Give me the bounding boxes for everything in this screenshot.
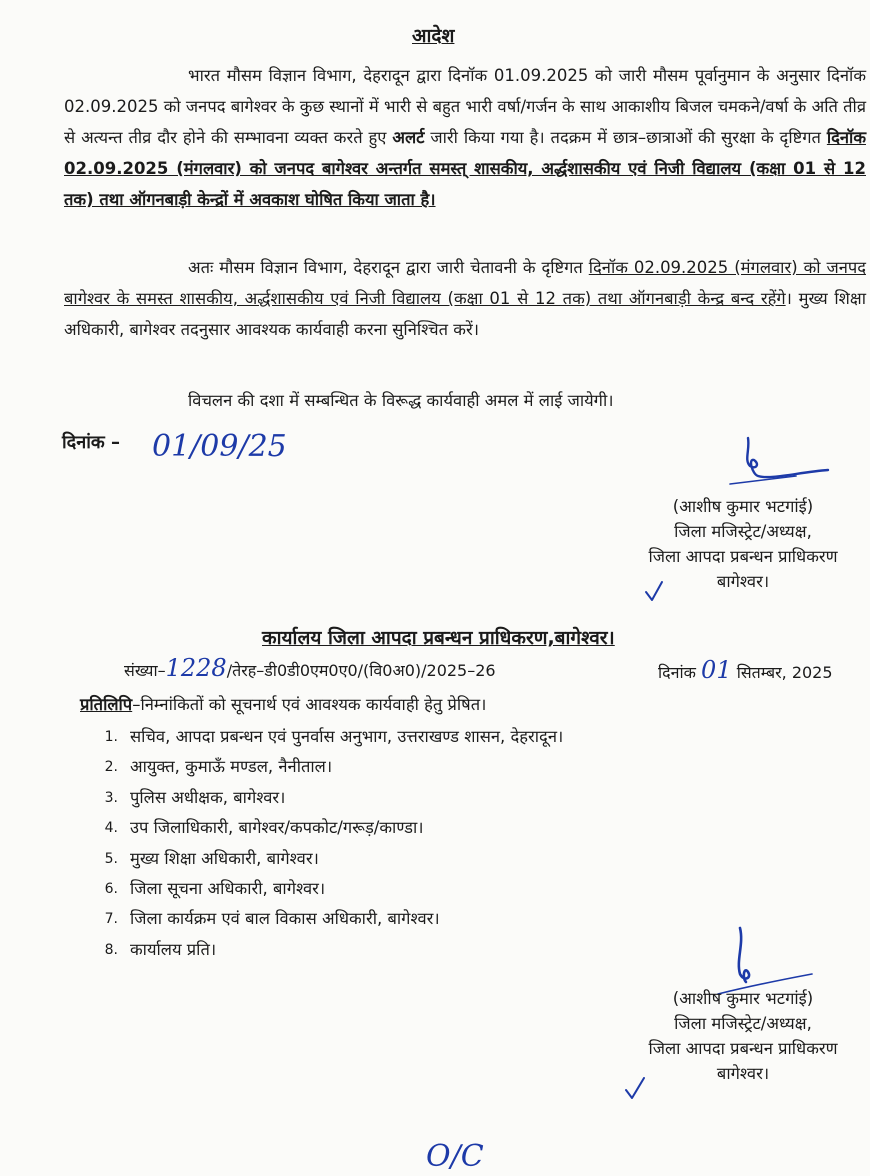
issue-date-prefix: दिनांक: [658, 663, 696, 682]
copy-to-line: [80, 690, 486, 720]
recipient-list: [96, 722, 563, 965]
handwritten-date-text: 01/09/25: [152, 429, 287, 464]
recipient-number: 6.: [104, 880, 118, 897]
para2-text-a: अतः मौसम विज्ञान विभाग, देहरादून द्वारा जारी चेतावनी के दृष्टिगत: [188, 258, 589, 277]
recipient-number: 3.: [104, 789, 118, 806]
signatory-designation: जिला मजिस्ट्रेट/अध्यक्ष,: [674, 522, 812, 541]
order-paragraph-3: [64, 385, 866, 416]
signatory-place-2: बागेश्वर।: [716, 1064, 770, 1083]
ref-prefix: संख्या–: [124, 661, 166, 680]
recipient-number: 4.: [104, 820, 118, 837]
issue-date: [658, 655, 833, 688]
signatory-name-2: (आशीष कुमार भटगांई): [672, 989, 814, 1008]
signatory-place: बागेश्वर।: [716, 572, 770, 591]
recipient-text: सचिव, आपदा प्रबन्धन एवं पुनर्वास अनुभाग, उत्तराखण्ड शासन, देहरादून।: [130, 727, 564, 746]
signatory-authority-2: जिला आपदा प्रबन्धन प्राधिकरण: [648, 1039, 838, 1058]
order-paragraph-2: [64, 252, 866, 345]
recipient-item: [96, 844, 563, 874]
school-closure-notice: दिनॉक 02.09.2025 (मंगलवार) को जनपद बागेश्वर के समस्त शासकीय, अर्द्धशासकीय एवं निजी विद्यालय (कक्षा 01 से 12 तक) तथा ऑगनबाड़ी केन्द्र बन्द रहेंगे: [64, 258, 866, 308]
recipient-text: मुख्य शिक्षा अधिकारी, बागेश्वर।: [130, 848, 319, 868]
alert-text: अलर्ट: [392, 128, 425, 147]
recipient-item: [96, 722, 563, 752]
recipient-number: 8.: [104, 941, 118, 958]
recipient-item: [96, 874, 563, 904]
recipient-item: [96, 935, 563, 965]
bottom-handwritten-note: [420, 1132, 510, 1176]
para2-text-c: । मुख्य शिक्षा अधिकारी, बागेश्वर तदनुसार आवश्यक कार्यवाही करना सुनिश्चित करें।: [64, 289, 866, 339]
para1-text-c: जारी किया गया है। तदक्रम में छात्र–छात्राओं की सुरक्षा के दृष्टिगत: [424, 128, 827, 147]
initial-tick-2: [620, 1074, 652, 1106]
recipient-item: [96, 904, 563, 934]
recipient-number: 5.: [104, 850, 118, 867]
ref-number-handwritten: 1228: [165, 654, 227, 682]
bottom-note-text: O/C: [426, 1139, 484, 1174]
copy-label: प्रतिलिपि: [80, 695, 133, 714]
recipient-number: 1.: [104, 729, 118, 745]
recipient-item: [96, 752, 563, 782]
signatory-name: (आशीष कुमार भटगांई): [672, 497, 814, 516]
issue-date-day-handwritten: 01: [701, 656, 732, 684]
order-title: आदेश: [412, 25, 455, 47]
recipient-text: पुलिस अधीक्षक, बागेश्वर।: [130, 787, 286, 807]
copy-intro: –निम्नांकितों को सूचनार्थ एवं आवश्यक कार्यवाही हेतु प्रेषित।: [132, 695, 487, 714]
holiday-declaration: दिनॉक 02.09.2025 (मंगलवार) को जनपद बागेश्वर अन्तर्गत समस्त् शासकीय, अर्द्धशासकीय एवं निजी विद्यालय (कक्षा 01 से 12 तक) तथा ऑगनबाड़ी केन्द्रों में अवकाश घोषित किया जाता है।: [64, 128, 866, 209]
para3-text: विचलन की दशा में सम्बन्धित के विरूद्ध कार्यवाही अमल में लाई जायेगी।: [188, 391, 614, 410]
ref-suffix: /तेरह–डी0डी0एम0ए0/(वि0अ0)/2025–26: [226, 661, 496, 680]
recipient-text: जिला कार्यक्रम एवं बाल विकास अधिकारी, बागेश्वर।: [130, 909, 440, 929]
recipient-item: [96, 783, 563, 813]
order-paragraph-1: [64, 60, 866, 215]
recipient-text: जिला सूचना अधिकारी, बागेश्वर।: [130, 878, 326, 898]
recipient-number: 2.: [104, 759, 118, 776]
handwritten-date: [150, 420, 290, 470]
reference-line: [124, 653, 496, 686]
signatory-block-2: [620, 986, 866, 1086]
recipient-text: आयुक्त, कुमाऊँ मण्डल, नैनीताल।: [130, 757, 333, 777]
recipient-number: 7.: [104, 911, 118, 928]
order-date-label: दिनांक –: [62, 432, 120, 453]
office-heading: कार्यालय जिला आपदा प्रबन्धन प्राधिकरण,बागेश्वर।: [262, 627, 615, 649]
recipient-text: कार्यालय प्रति।: [130, 939, 217, 959]
issue-date-month-year: सितम्बर, 2025: [736, 663, 833, 682]
para1-text-a: भारत मौसम विज्ञान विभाग, देहरादून द्वारा दिनॉक 01.09.2025 को जारी मौसम पूर्वानुमान के अनुसार दिनॉक 02.09.2025 को जनपद बागेश्वर के कुछ स्थानों में भारी से बहुत भारी वर्षा/गर्जन के साथ आकाशीय बिजल चमकने/वर्षा के अति तीव्र से अत्यन्त तीव्र दौर होने की सम्भावना व्यक्त करते हुए: [64, 66, 866, 147]
initial-tick-1: [640, 578, 670, 608]
signatory-authority: जिला आपदा प्रबन्धन प्राधिकरण: [648, 547, 838, 566]
signatory-designation-2: जिला मजिस्ट्रेट/अध्यक्ष,: [674, 1014, 812, 1033]
recipient-text: उप जिलाधिकारी, बागेश्वर/कपकोट/गरूड़/काण्डा।: [130, 818, 424, 838]
recipient-item: [96, 813, 563, 843]
